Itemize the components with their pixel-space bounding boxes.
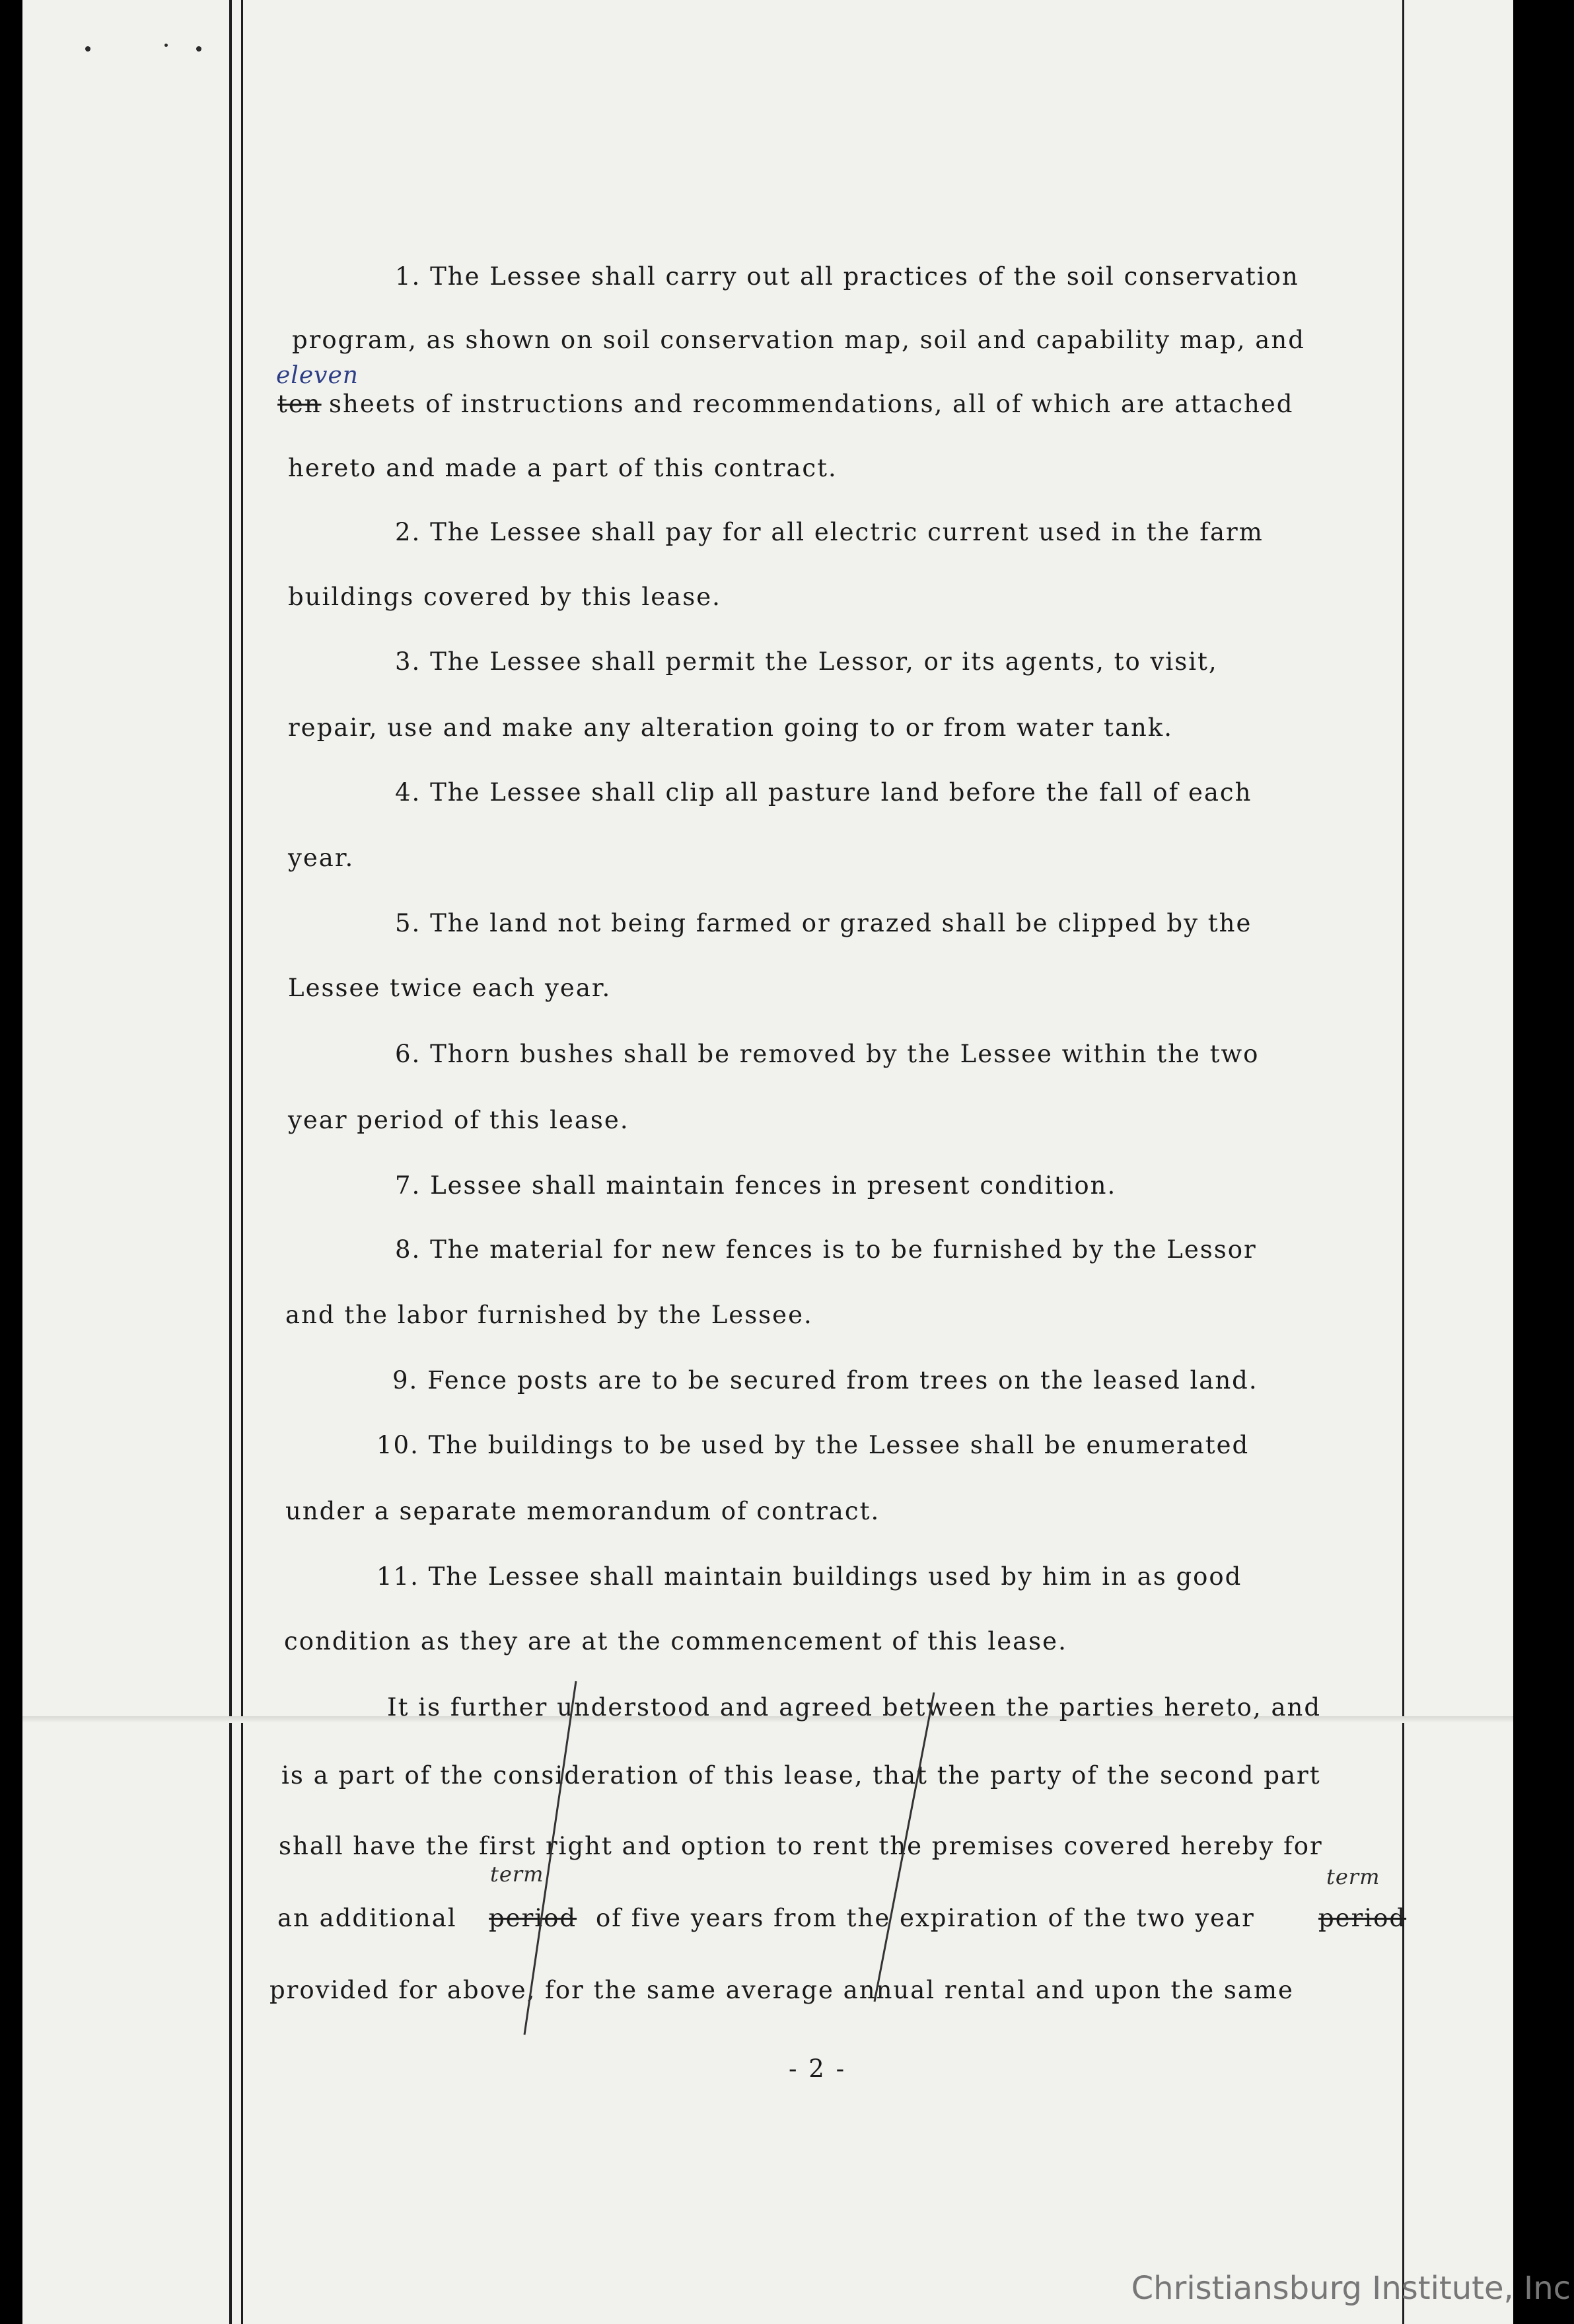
pen-stroke	[875, 1692, 934, 2002]
pen-strokes	[22, 0, 1513, 2324]
text-line: 1. The Lessee shall carry out all practices of the soil conservation	[395, 262, 1299, 291]
text-line: year.	[288, 844, 355, 872]
page-number: - 2 -	[789, 2054, 847, 2083]
text-line: an additional	[277, 1904, 457, 1932]
text-line: 8. The material for new fences is to be furnished by the Lessor	[395, 1235, 1257, 1264]
text-line: Lessee twice each year.	[288, 974, 612, 1002]
text-line: shall have the first right and option to rent the premises covered hereby for	[279, 1832, 1323, 1860]
watermark: Christiansburg Institute, Inc	[1131, 2270, 1571, 2307]
handwritten-correction: eleven	[276, 362, 359, 389]
text-line: year period of this lease.	[288, 1106, 629, 1134]
text-line: 2. The Lessee shall pay for all electric current used in the farm	[395, 518, 1264, 546]
text-line: 4. The Lessee shall clip all pasture land before the fall of each	[395, 778, 1252, 807]
text-line: It is further understood and agreed between the parties hereto, and	[387, 1693, 1322, 1722]
text-line: 11. The Lessee shall maintain buildings used by him in as good	[376, 1562, 1242, 1591]
text-line: program, as shown on soil conservation map, soil and capability map, and	[292, 326, 1305, 354]
struck-word: period	[489, 1904, 577, 1932]
text-line: and the labor furnished by the Lessee.	[285, 1301, 813, 1329]
document-page	[22, 0, 1513, 2324]
text-line: buildings covered by this lease.	[288, 583, 721, 611]
text-line: 5. The land not being farmed or grazed shall be clipped by the	[395, 909, 1252, 937]
text-line: 7. Lessee shall maintain fences in present condition.	[395, 1171, 1117, 1200]
handwritten-correction: term	[490, 1862, 544, 1887]
text-line: 6. Thorn bushes shall be removed by the Lessee within the two	[395, 1040, 1260, 1068]
text-line: provided for above, for the same average annual rental and upon the same	[269, 1976, 1294, 2004]
text-line: is a part of the consideration of this lease, that the party of the second part	[281, 1761, 1321, 1790]
text-line: of five years from the expiration of the two year	[596, 1904, 1255, 1932]
text-line: 3. The Lessee shall permit the Lessor, or its agents, to visit,	[395, 647, 1218, 676]
text-line: condition as they are at the commencement of this lease.	[284, 1627, 1067, 1655]
text-line: hereto and made a part of this contract.	[288, 454, 838, 482]
struck-word: period	[1318, 1904, 1407, 1932]
pen-stroke	[524, 1681, 576, 2035]
text-line: under a separate memorandum of contract.	[285, 1497, 880, 1525]
text-line: repair, use and make any alteration going to or from water tank.	[288, 713, 1173, 742]
handwritten-correction: term	[1326, 1864, 1380, 1889]
text-line: 10. The buildings to be used by the Lessee shall be enumerated	[376, 1431, 1250, 1459]
text-line: 9. Fence posts are to be secured from trees on the leased land.	[392, 1366, 1258, 1395]
text-line: sheets of instructions and recommendations, all of which are attached	[329, 390, 1294, 418]
struck-word: ten	[277, 390, 322, 418]
